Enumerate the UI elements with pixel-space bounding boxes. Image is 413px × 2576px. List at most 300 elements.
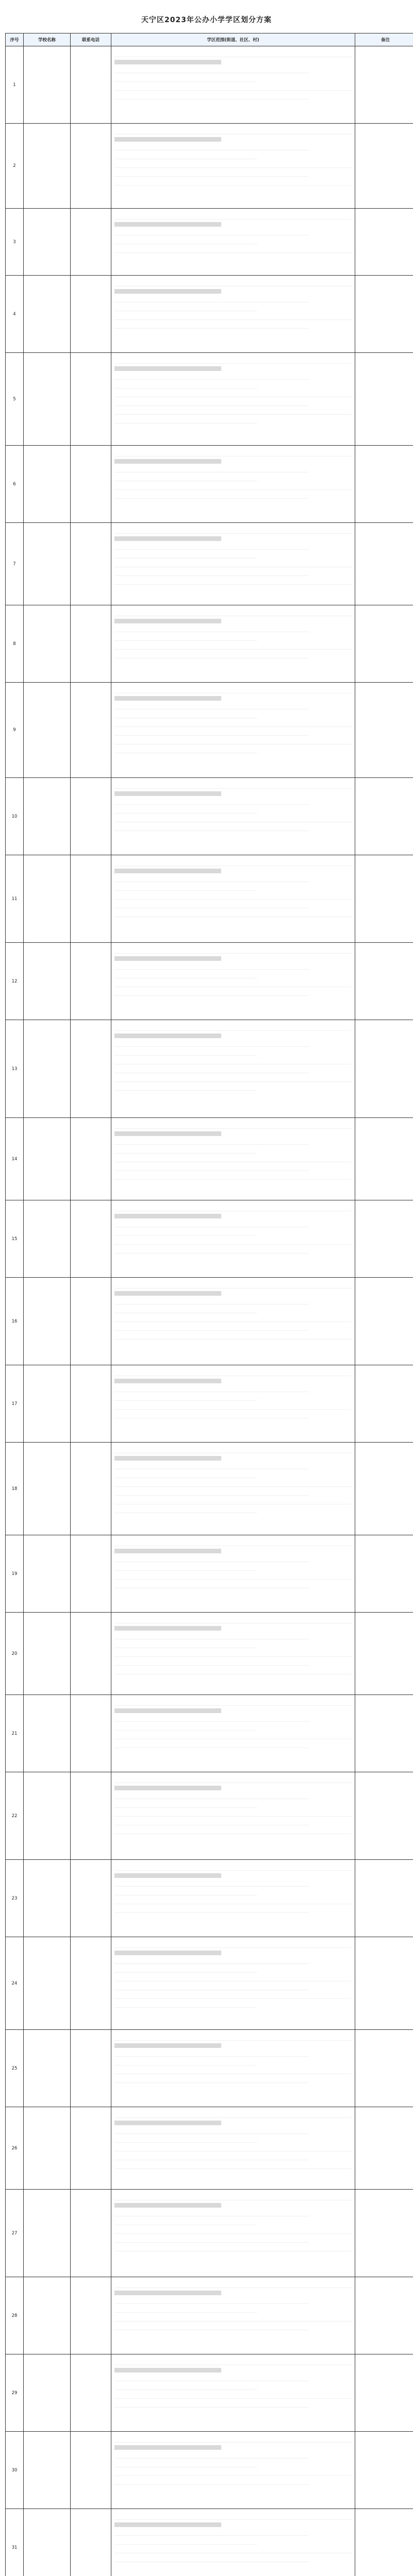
school-phone [71, 1772, 111, 1860]
school-name [24, 2432, 71, 2509]
district-heading-line [114, 696, 221, 701]
school-name [24, 2509, 71, 2576]
district-text-line [114, 2452, 309, 2459]
table-body [6, 46, 413, 2576]
district-text-line [114, 738, 352, 744]
district-text-line [114, 296, 309, 302]
district-text-line [114, 2461, 257, 2467]
district-text-line [114, 990, 309, 996]
school-phone [71, 2432, 111, 2509]
table-row [6, 2107, 413, 2190]
row-index: 10 [6, 778, 24, 855]
district-text-line [114, 2210, 309, 2216]
school-name [24, 2354, 71, 2432]
table-row [6, 2030, 413, 2107]
district-text-line [114, 1898, 352, 1904]
row-note [355, 943, 413, 1020]
district-description [111, 2432, 355, 2509]
row-note [355, 2107, 413, 2190]
district-text-line [114, 2128, 309, 2134]
district-text-line [114, 1617, 352, 1623]
table-row [6, 1278, 413, 1365]
district-text-line [114, 2137, 257, 2143]
district-text-line [114, 1984, 309, 1990]
table-row [6, 1200, 413, 1278]
school-name [24, 1118, 71, 1200]
row-note [355, 683, 413, 778]
district-text-line [114, 1993, 352, 1999]
school-name [24, 1613, 71, 1695]
school-name [24, 943, 71, 1020]
district-text-line [114, 1247, 309, 1253]
school-phone [71, 124, 111, 209]
district-text-line [114, 1724, 257, 1731]
district-description [111, 1278, 355, 1365]
district-description [111, 2030, 355, 2107]
district-text-line [114, 2401, 309, 2408]
district-text-line [114, 1239, 352, 1245]
district-text-line [114, 238, 257, 244]
row-note [355, 2509, 413, 2576]
row-note [355, 2190, 413, 2277]
district-text-line [114, 2035, 352, 2041]
district-text-line [114, 1975, 352, 1981]
table-row [6, 1695, 413, 1772]
page-title: 天宁区2023年公办小学学区划分方案 [141, 16, 272, 24]
row-index: 22 [6, 1772, 24, 1860]
school-name [24, 1535, 71, 1613]
district-description [111, 446, 355, 523]
school-name [24, 2030, 71, 2107]
school-name [24, 446, 71, 523]
school-phone [71, 2354, 111, 2432]
district-description [111, 46, 355, 124]
row-note [355, 1365, 413, 1443]
row-note [355, 1020, 413, 1118]
district-heading-line [114, 1131, 221, 1136]
district-description [111, 1613, 355, 1695]
district-text-line [114, 1403, 352, 1410]
row-note [355, 778, 413, 855]
district-text-line [114, 2514, 352, 2520]
district-text-line [114, 1316, 352, 1322]
district-text-line [114, 2547, 352, 2553]
table-row [6, 778, 413, 855]
district-heading-line [114, 2043, 221, 2048]
school-name [24, 1278, 71, 1365]
district-text-line [114, 626, 309, 632]
school-name [24, 1772, 71, 1860]
district-text-line [114, 911, 352, 917]
school-phone [71, 276, 111, 353]
district-heading-line [114, 1549, 221, 1553]
row-index: 6 [6, 446, 24, 523]
district-text-line [114, 1802, 257, 1808]
school-name [24, 778, 71, 855]
row-index: 13 [6, 1020, 24, 1118]
district-text-line [114, 1651, 352, 1657]
row-note [355, 446, 413, 523]
district-text-line [114, 179, 352, 185]
school-name [24, 209, 71, 276]
row-note [355, 2030, 413, 2107]
school-phone [71, 1020, 111, 1118]
table-row [6, 1772, 413, 1860]
district-text-line [114, 807, 257, 814]
table-row [6, 1020, 413, 1118]
row-note [355, 605, 413, 683]
district-text-line [114, 358, 352, 364]
district-text-line [114, 475, 257, 481]
row-index: 17 [6, 1365, 24, 1443]
row-index: 16 [6, 1278, 24, 1365]
district-text-line [114, 484, 352, 490]
district-text-line [114, 84, 352, 91]
district-text-line [114, 1067, 309, 1073]
row-index: 15 [6, 1200, 24, 1278]
district-text-line [114, 51, 352, 57]
row-note [355, 276, 413, 353]
district-heading-line [114, 2445, 221, 2450]
table-row [6, 209, 413, 276]
table-row [6, 1443, 413, 1535]
district-text-line [114, 1139, 309, 1145]
district-text-line [114, 213, 352, 219]
district-heading-line [114, 956, 221, 961]
district-text-line [114, 247, 352, 253]
row-index: 29 [6, 2354, 24, 2432]
district-text-line [114, 2470, 352, 2476]
school-phone [71, 1278, 111, 1365]
district-text-line [114, 643, 352, 650]
school-phone [71, 46, 111, 124]
district-description [111, 1535, 355, 1613]
district-heading-line [114, 2368, 221, 2372]
district-text-line [114, 1582, 309, 1588]
district-description [111, 2354, 355, 2432]
school-phone [71, 683, 111, 778]
row-index: 8 [6, 605, 24, 683]
district-text-line [114, 1742, 309, 1748]
row-note [355, 124, 413, 209]
district-heading-line [114, 459, 221, 464]
district-text-line [114, 947, 352, 954]
district-text-line [114, 76, 257, 82]
school-phone [71, 1443, 111, 1535]
district-text-line [114, 2359, 352, 2365]
school-name [24, 2277, 71, 2354]
table-row [6, 446, 413, 523]
district-description [111, 943, 355, 1020]
district-text-line [114, 610, 352, 616]
school-phone [71, 1937, 111, 2030]
district-text-line [114, 1498, 352, 1504]
district-description [111, 2277, 355, 2354]
district-text-line [114, 2228, 352, 2234]
table-row [6, 1613, 413, 1695]
district-text-line [114, 229, 309, 235]
row-index: 18 [6, 1443, 24, 1535]
district-text-line [114, 162, 352, 168]
row-note [355, 2277, 413, 2354]
district-description [111, 1695, 355, 1772]
district-text-line [114, 2298, 309, 2304]
district-text-line [114, 2324, 309, 2330]
district-text-line [114, 570, 309, 576]
school-phone [71, 523, 111, 605]
district-description [111, 523, 355, 605]
table-row [6, 2509, 413, 2576]
district-text-line [114, 799, 309, 805]
school-phone [71, 209, 111, 276]
district-text-line [114, 450, 352, 456]
table-row [6, 683, 413, 778]
district-heading-line [114, 2121, 221, 2125]
school-phone [71, 778, 111, 855]
district-text-line [114, 2145, 352, 2151]
district-text-line [114, 1025, 352, 1031]
district-description [111, 1118, 355, 1200]
school-name [24, 276, 71, 353]
district-text-line [114, 1889, 257, 1895]
district-text-line [114, 635, 257, 641]
district-text-line [114, 409, 352, 415]
school-name [24, 683, 71, 778]
row-index: 4 [6, 276, 24, 353]
district-text-line [114, 687, 352, 693]
school-name [24, 1020, 71, 1118]
district-heading-line [114, 2203, 221, 2208]
row-index: 3 [6, 209, 24, 276]
district-text-line [114, 153, 257, 159]
school-phone [71, 2277, 111, 2354]
row-note [355, 2354, 413, 2432]
row-index: 9 [6, 683, 24, 778]
school-name [24, 2107, 71, 2190]
school-phone [71, 1860, 111, 1937]
table-row [6, 276, 413, 353]
row-note [355, 855, 413, 943]
district-description [111, 353, 355, 446]
district-text-line [114, 963, 309, 970]
school-name [24, 46, 71, 124]
district-text-line [114, 1880, 309, 1887]
school-phone [71, 605, 111, 683]
district-text-line [114, 1041, 309, 1047]
district-text-line [114, 2236, 309, 2243]
district-text-line [114, 1700, 352, 1706]
district-text-line [114, 93, 309, 99]
school-phone [71, 2509, 111, 2576]
school-phone [71, 855, 111, 943]
district-text-line [114, 1174, 352, 1180]
district-text-line [114, 1165, 309, 1171]
row-index: 11 [6, 855, 24, 943]
district-description [111, 1200, 355, 1278]
district-text-line [114, 1659, 309, 1666]
col-header-index: 序号 [6, 33, 24, 46]
col-header-school: 学校名称 [24, 33, 71, 46]
district-text-line [114, 747, 257, 753]
district-text-line [114, 2002, 257, 2008]
district-text-line [114, 1716, 309, 1722]
district-text-line [114, 1412, 309, 1418]
district-text-line [114, 374, 309, 380]
district-description [111, 1020, 355, 1118]
district-text-line [114, 382, 257, 388]
school-phone [71, 446, 111, 523]
district-text-line [114, 2068, 352, 2074]
district-description [111, 605, 355, 683]
district-heading-line [114, 1873, 221, 1878]
district-description [111, 1937, 355, 2030]
district-text-line [114, 305, 257, 311]
district-heading-line [114, 1456, 221, 1461]
school-name [24, 2190, 71, 2277]
district-text-line [114, 528, 352, 534]
table-row [6, 1535, 413, 1613]
row-index: 28 [6, 2277, 24, 2354]
row-index: 5 [6, 353, 24, 446]
district-description [111, 855, 355, 943]
district-description [111, 1365, 355, 1443]
district-heading-line [114, 2291, 221, 2295]
district-text-line [114, 1076, 352, 1082]
district-text-line [114, 1447, 352, 1453]
district-description [111, 683, 355, 778]
district-text-line [114, 1230, 257, 1236]
district-text-line [114, 1777, 352, 1783]
district-heading-line [114, 137, 221, 142]
school-name [24, 1443, 71, 1535]
district-text-line [114, 2077, 309, 2083]
table-row [6, 124, 413, 209]
row-note [355, 1118, 413, 1200]
school-name [24, 1937, 71, 2030]
table-row [6, 605, 413, 683]
district-text-line [114, 1282, 352, 1289]
table-header-row [6, 33, 413, 46]
district-text-line [114, 730, 309, 736]
row-index: 27 [6, 2190, 24, 2277]
district-heading-line [114, 222, 221, 227]
district-text-line [114, 893, 352, 900]
district-heading-line [114, 1708, 221, 1713]
district-description [111, 2190, 355, 2277]
district-text-line [114, 493, 309, 499]
district-text-line [114, 144, 309, 150]
district-description [111, 276, 355, 353]
school-phone [71, 1613, 111, 1695]
row-index: 12 [6, 943, 24, 1020]
row-index: 25 [6, 2030, 24, 2107]
district-text-line [114, 579, 352, 585]
district-text-line [114, 721, 352, 727]
school-phone [71, 2030, 111, 2107]
district-text-line [114, 1463, 309, 1469]
table-row [6, 353, 413, 446]
row-index: 7 [6, 523, 24, 605]
district-text-line [114, 2375, 309, 2381]
district-text-line [114, 1819, 309, 1825]
school-phone [71, 1535, 111, 1613]
district-heading-line [114, 2522, 221, 2527]
district-text-line [114, 1325, 309, 1331]
row-index: 23 [6, 1860, 24, 1937]
district-text-line [114, 1668, 352, 1674]
school-phone [71, 2107, 111, 2190]
district-text-line [114, 1967, 257, 1973]
row-index: 26 [6, 2107, 24, 2190]
district-description [111, 778, 355, 855]
district-text-line [114, 1156, 352, 1162]
district-text-line [114, 1565, 257, 1571]
school-name [24, 523, 71, 605]
district-text-line [114, 1084, 257, 1091]
row-index: 14 [6, 1118, 24, 1200]
district-text-line [114, 2556, 309, 2562]
district-text-line [114, 2530, 309, 2536]
district-text-line [114, 1810, 352, 1817]
row-note [355, 2432, 413, 2509]
district-text-line [114, 1540, 352, 1546]
district-text-line [114, 1147, 257, 1154]
district-heading-line [114, 619, 221, 623]
district-text-line [114, 552, 257, 558]
row-index: 20 [6, 1613, 24, 1695]
district-text-line [114, 1058, 352, 1064]
district-text-line [114, 1556, 309, 1562]
school-phone [71, 1365, 111, 1443]
district-text-line [114, 712, 257, 718]
district-description [111, 1860, 355, 1937]
district-text-line [114, 1221, 309, 1227]
row-note [355, 1695, 413, 1772]
district-text-line [114, 2163, 352, 2169]
row-note [355, 1535, 413, 1613]
district-heading-line [114, 791, 221, 796]
district-text-line [114, 280, 352, 286]
district-heading-line [114, 1379, 221, 1383]
row-note [355, 1200, 413, 1278]
district-text-line [114, 1123, 352, 1129]
district-text-line [114, 2282, 352, 2288]
school-name [24, 605, 71, 683]
district-heading-line [114, 1033, 221, 1038]
row-index: 19 [6, 1535, 24, 1613]
school-name [24, 124, 71, 209]
district-text-line [114, 544, 309, 550]
district-text-line [114, 2307, 257, 2313]
district-text-line [114, 1733, 352, 1739]
row-note [355, 1278, 413, 1365]
row-note [355, 1443, 413, 1535]
district-heading-line [114, 1291, 221, 1296]
district-text-line [114, 466, 309, 472]
school-name [24, 353, 71, 446]
table-row [6, 46, 413, 124]
district-text-line [114, 1907, 309, 1913]
district-text-line [114, 1049, 257, 1056]
row-index: 21 [6, 1695, 24, 1772]
row-note [355, 1772, 413, 1860]
district-description [111, 2107, 355, 2190]
district-text-line [114, 171, 309, 177]
row-note [355, 1860, 413, 1937]
table-row [6, 855, 413, 943]
district-text-line [114, 1386, 309, 1392]
district-text-line [114, 1942, 352, 1948]
